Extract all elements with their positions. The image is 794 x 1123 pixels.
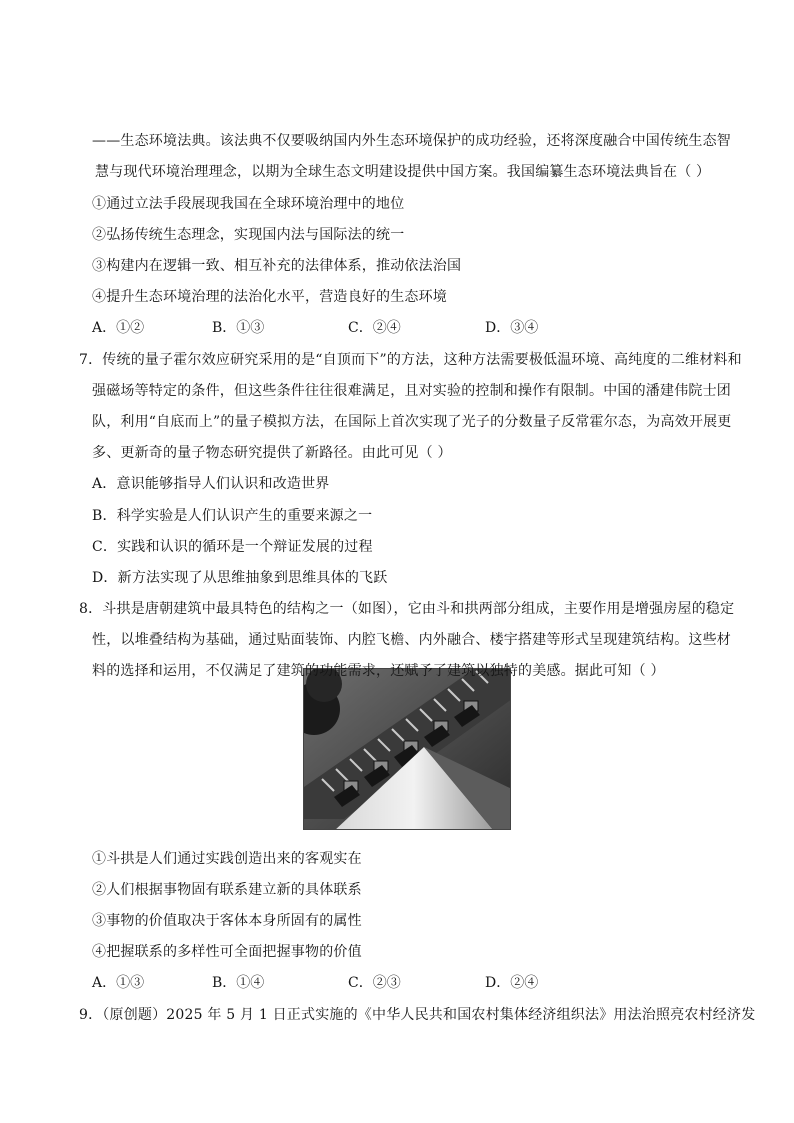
q8-stem-line-1: 8．斗拱是唐朝建筑中最具特色的结构之一（如图），它由斗和拱两部分组成，主要作用是增强房屋的稳定 <box>79 601 735 617</box>
dougong-photo <box>303 668 511 830</box>
q7-option-d[interactable]: D．新方法实现了从思维抽象到思维具体的飞跃 <box>92 570 388 586</box>
q7-stem-line-2: 强磁场等特定的条件，但这些条件往往很难满足，且对实验的控制和操作有限制。中国的潘建伟院士团 <box>92 383 731 399</box>
q6-option-a[interactable]: A．①② <box>92 320 145 336</box>
q6-option-c[interactable]: C．②④ <box>348 320 401 336</box>
q7-stem-line-4: 多、更新奇的量子物态研究提供了新路径。由此可见（ ） <box>92 445 452 461</box>
q7-option-b[interactable]: B．科学实验是人们认识产生的重要来源之一 <box>92 508 373 524</box>
q8-option-c[interactable]: C．②③ <box>348 975 401 991</box>
q7-stem-line-1: 7．传统的量子霍尔效应研究采用的是“自顶而下”的方法，这种方法需要极低温环境、高纯度的二维材料和 <box>79 352 742 368</box>
q8-stem-line-3: 料的选择和运用，不仅满足了建筑的功能需求，还赋予了建筑以独特的美感。据此可知（ ） <box>92 663 665 679</box>
q9-stem-line-1: 9．（原创题）2025 年 5 月 1 日正式实施的《中华人民共和国农村集体经济组织法》用法治照亮农村经济发 <box>79 1007 756 1023</box>
q7-option-c[interactable]: C．实践和认识的循环是一个辩证发展的过程 <box>92 539 373 555</box>
q6-statement-2: ②弘扬传统生态理念，实现国内法与国际法的统一 <box>92 227 405 243</box>
q8-option-d[interactable]: D．②④ <box>485 975 539 991</box>
q8-statement-1: ①斗拱是人们通过实践创造出来的客观实在 <box>92 851 362 867</box>
q6-text-line-1: ——生态环境法典。该法典不仅要吸纳国内外生态环境保护的成功经验，还将深度融合中国传统生态智 <box>92 133 731 149</box>
q6-statement-1: ①通过立法手段展现我国在全球环境治理中的地位 <box>92 196 405 212</box>
q6-statement-3: ③构建内在逻辑一致、相互补充的法律体系，推动依法治国 <box>92 258 462 274</box>
q6-statement-4: ④提升生态环境治理的法治化水平，营造良好的生态环境 <box>92 289 447 305</box>
q7-option-a[interactable]: A．意识能够指导人们认识和改造世界 <box>92 476 330 492</box>
q8-option-a[interactable]: A．①③ <box>92 975 145 991</box>
q8-statement-3: ③事物的价值取决于客体本身所固有的属性 <box>92 913 362 929</box>
q8-stem-line-2: 性，以堆叠结构为基础，通过贴面装饰、内腔飞檐、内外融合、楼宇搭建等形式呈现建筑结构。这些材 <box>92 632 731 648</box>
q6-text-line-2: 慧与现代环境治理理念，以期为全球生态文明建设提供中国方案。我国编纂生态环境法典旨在（ ） <box>95 164 711 180</box>
q6-option-d[interactable]: D．③④ <box>485 320 539 336</box>
q8-statement-2: ②人们根据事物固有联系建立新的具体联系 <box>92 882 362 898</box>
q6-option-b[interactable]: B．①③ <box>212 320 265 336</box>
q8-option-b[interactable]: B．①④ <box>212 975 265 991</box>
q7-stem-line-3: 队，利用“自底而上”的量子模拟方法，在国际上首次实现了光子的分数量子反常霍尔态，为高效开展更 <box>92 414 732 430</box>
q8-statement-4: ④把握联系的多样性可全面把握事物的价值 <box>92 944 362 960</box>
